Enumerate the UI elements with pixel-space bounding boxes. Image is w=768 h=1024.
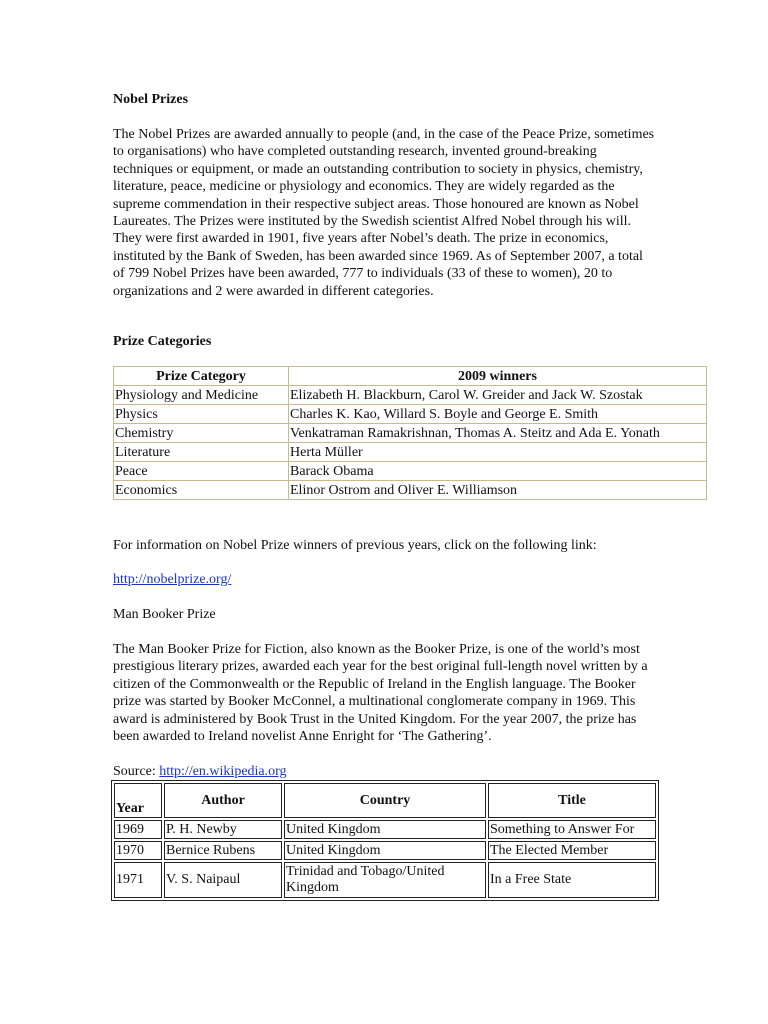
nobel-heading: Nobel Prizes: [113, 92, 189, 107]
table-row: [114, 862, 656, 898]
wikipedia-link[interactable]: http://en.wikipedia.org: [159, 764, 287, 779]
title-cell: The Elected Member: [488, 841, 656, 860]
table-row: [114, 386, 707, 405]
winners-cell: Venkatraman Ramakrishnan, Thomas A. Steitz and Ada E. Yonath: [289, 424, 707, 443]
category-cell: Literature: [114, 443, 289, 462]
winners-cell: Charles K. Kao, Willard S. Boyle and George E. Smith: [289, 405, 707, 424]
header-year: Year: [114, 783, 162, 818]
table-header-row: [114, 783, 656, 818]
nobelprize-link[interactable]: http://nobelprize.org/: [113, 572, 232, 587]
author-cell: P. H. Newby: [164, 820, 282, 839]
winners-cell: Barack Obama: [289, 462, 707, 481]
header-title: Title: [488, 783, 656, 818]
table-row: [114, 462, 707, 481]
table-row: [114, 424, 707, 443]
table-row: [114, 820, 656, 839]
year-cell: 1971: [114, 862, 162, 898]
header-2009-winners: 2009 winners: [289, 367, 707, 386]
country-cell: Trinidad and Tobago/United Kingdom: [284, 862, 486, 898]
country-cell: United Kingdom: [284, 820, 486, 839]
prize-categories-heading: Prize Categories: [113, 334, 212, 349]
source-label: Source:: [113, 764, 156, 779]
table-row: [114, 841, 656, 860]
title-cell: Something to Answer For: [488, 820, 656, 839]
title-cell: In a Free State: [488, 862, 656, 898]
category-cell: Economics: [114, 481, 289, 500]
table-row: [114, 443, 707, 462]
category-cell: Chemistry: [114, 424, 289, 443]
table-row: [114, 405, 707, 424]
booker-winners-table: [111, 780, 659, 901]
table-row: [114, 481, 707, 500]
prize-categories-table: [113, 366, 707, 500]
booker-paragraph: The Man Booker Prize for Fiction, also known as the Booker Prize, is one of the world’s most prestigious literary prizes, awarded each year for the best original full-length novel written by a citizen of the Commonwealth or the Republic of Ireland in the English language. The Booker prize was started by Booker McConnel, a multinational conglomerate company in 1969. This award is administered by Book Trust in the United Kingdom. For the year 2007, the prize has been awarded to Ireland novelist Anne Enright for ‘The Gathering’.: [113, 642, 648, 745]
author-cell: V. S. Naipaul: [164, 862, 282, 898]
previous-winners-info: For information on Nobel Prize winners of previous years, click on the following link:: [113, 538, 597, 553]
author-cell: Bernice Rubens: [164, 841, 282, 860]
winners-cell: Herta Müller: [289, 443, 707, 462]
header-prize-category: Prize Category: [114, 367, 289, 386]
category-cell: Physiology and Medicine: [114, 386, 289, 405]
table-header-row: [114, 367, 707, 386]
booker-heading: Man Booker Prize: [113, 607, 216, 622]
category-cell: Peace: [114, 462, 289, 481]
source-line: [113, 763, 658, 780]
year-cell: 1969: [114, 820, 162, 839]
year-cell: 1970: [114, 841, 162, 860]
country-cell: United Kingdom: [284, 841, 486, 860]
nobel-intro-paragraph: The Nobel Prizes are awarded annually to people (and, in the case of the Peace Prize, sometimes to organisations) who have completed outstanding research, invented ground-breaking techniques or equipment, or made an outstanding contribution to society in physics, chemistry, literature, peace, medicine or physiology and economics. They are widely regarded as the supreme commendation in their respective subject areas. Those honoured are known as Nobel Laureates. The Prizes were instituted by the Swedish scientist Alfred Nobel through his will. They were first awarded in 1901, five years after Nobel’s death. The prize in economics, instituted by the Bank of Sweden, has been awarded since 1969. As of September 2007, a total of 799 Nobel Prizes have been awarded, 777 to individuals (33 of these to women), 20 to organizations and 2 were awarded in different categories.: [113, 127, 655, 299]
winners-cell: Elizabeth H. Blackburn, Carol W. Greider and Jack W. Szostak: [289, 386, 707, 405]
nobel-link-line: [113, 571, 658, 588]
winners-cell: Elinor Ostrom and Oliver E. Williamson: [289, 481, 707, 500]
category-cell: Physics: [114, 405, 289, 424]
header-author: Author: [164, 783, 282, 818]
header-country: Country: [284, 783, 486, 818]
